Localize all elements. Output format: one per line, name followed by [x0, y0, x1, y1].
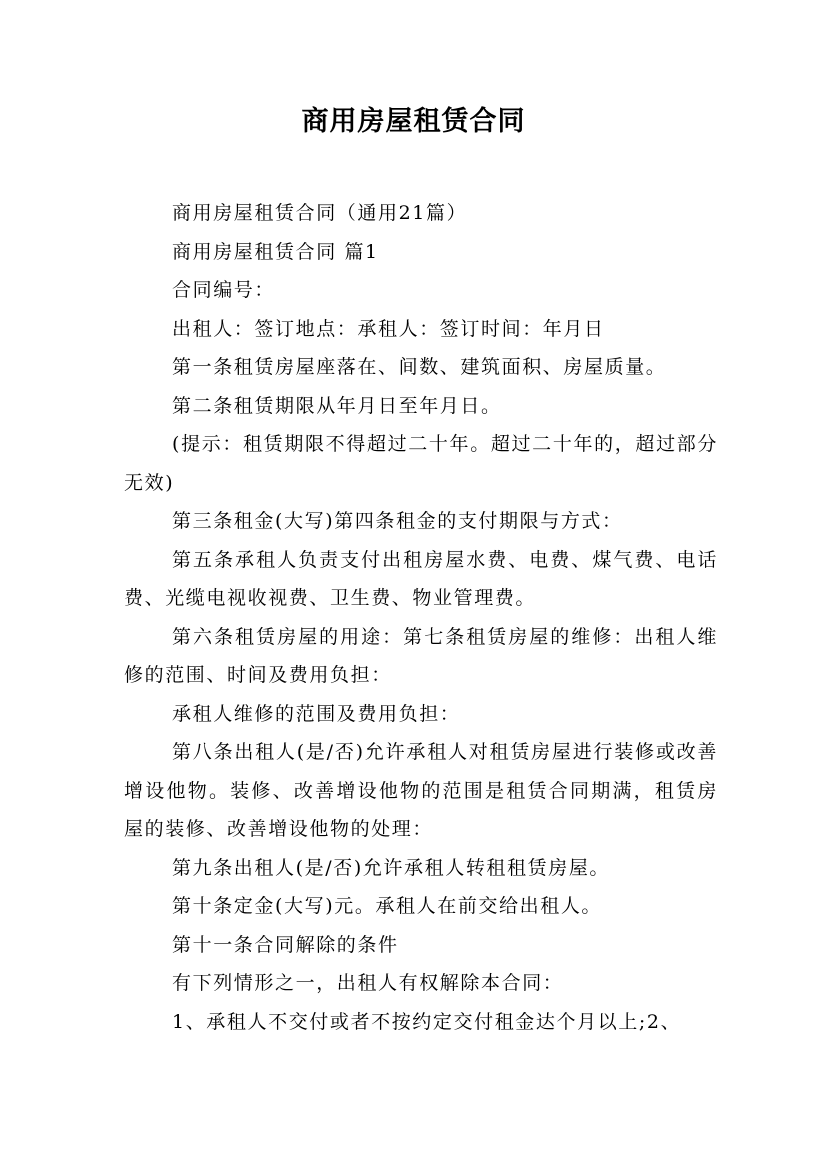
paragraph-article-10: 第十条定金(大写)元。承租人在前交给出租人。: [172, 895, 603, 917]
paragraph-article-9: 第九条出租人(是/否)允许承租人转租租赁房屋。: [172, 856, 611, 879]
paragraph-parties: 出租人：签订地点：承租人：签订时间：年月日: [172, 317, 605, 340]
paragraph-article-3: 第三条租金(大写)第四条租金的支付期限与方式：: [172, 510, 623, 532]
paragraph-article-6: 第六条租赁房屋的用途：第七条租赁房屋的维修：出租人维修的范围、时间及费用负担：: [124, 625, 718, 686]
paragraph-article-11: 第十一条合同解除的条件: [172, 933, 399, 956]
paragraph-termination-intro: 有下列情形之一，出租人有权解除本合同：: [172, 972, 564, 994]
paragraph-lessee-repair: 承租人维修的范围及费用负担：: [172, 702, 461, 725]
paragraph-section-title: 商用房屋租赁合同 篇1: [172, 240, 379, 263]
paragraph-note: (提示：租赁期限不得超过二十年。超过二十年的，超过部分无效): [124, 433, 718, 494]
paragraph-article-5: 第五条承租人负责支付出租房屋水费、电费、煤气费、电话费、光缆电视收视费、卫生费、物业管理费。: [124, 548, 718, 609]
paragraph-contract-number: 合同编号：: [172, 279, 276, 301]
paragraph-article-1: 第一条租赁房屋座落在、间数、建筑面积、房屋质量。: [172, 356, 667, 378]
paragraph-termination-item-1: 1、承租人不交付或者不按约定交付租金达个月以上;2、: [172, 1010, 682, 1033]
paragraph-heading: 商用房屋租赁合同（通用21篇）: [172, 202, 468, 224]
document-title: 商用房屋租赁合同: [301, 106, 526, 137]
paragraph-article-2: 第二条租赁期限从年月日至年月日。: [172, 394, 502, 417]
paragraph-article-8: 第八条出租人(是/否)允许承租人对租赁房屋进行装修或改善增设他物。装修、改善增设他物的范围是租赁合同期满，租赁房屋的装修、改善增设他物的处理：: [124, 741, 718, 840]
document-body: [124, 194, 718, 1041]
